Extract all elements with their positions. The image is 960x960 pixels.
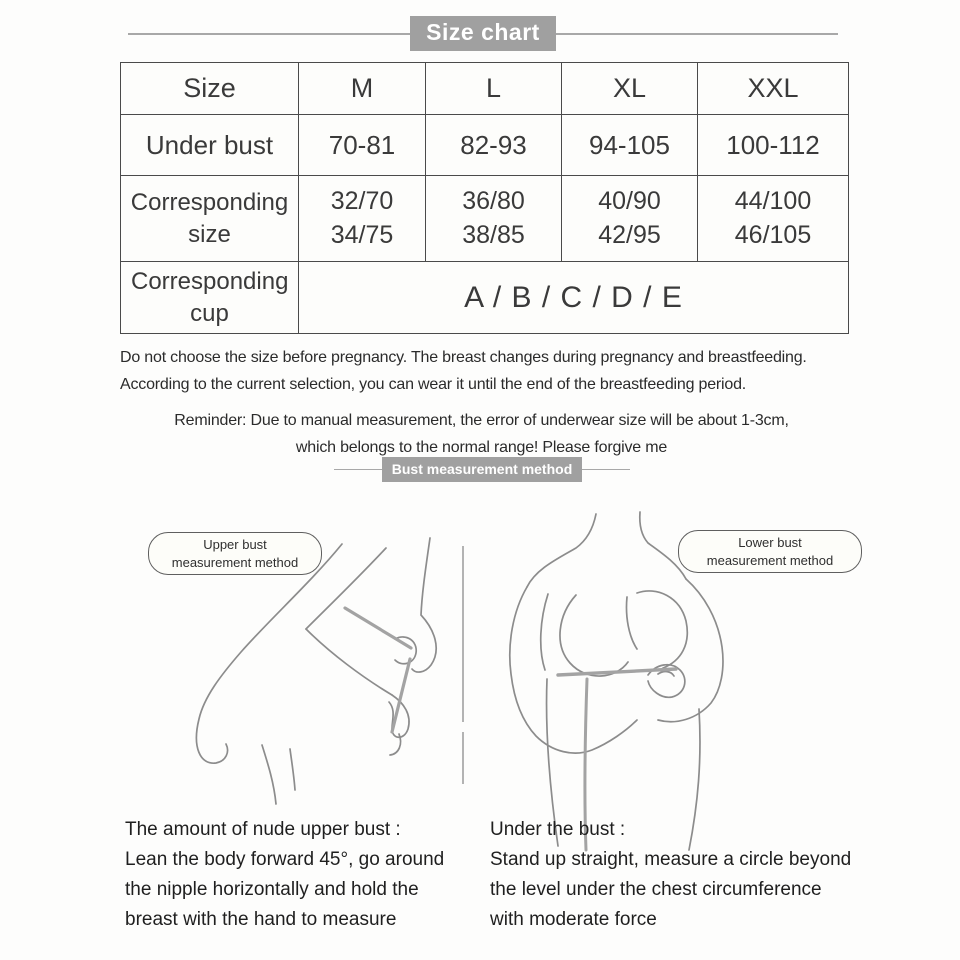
figure-cleavage-line [626,597,637,649]
size-notes [120,344,843,461]
figure-right-arm-line [658,579,723,722]
instruction-line: The amount of nude upper bust : [125,819,401,840]
size-header-cell: Size [121,63,299,115]
instruction-line: the level under the chest circumference [490,879,822,900]
size-value-line: 42/95 [598,220,661,249]
corresponding-size-label-cell: Corresponding size [121,176,299,262]
instruction-line: breast with the hand to measure [125,909,397,930]
bust-measurement-title-row [334,457,630,482]
figure-thumb-line [658,672,674,676]
tape-segment-lower [392,659,410,732]
corresponding-cup-row [121,262,849,334]
lower-bust-label-bubble [678,530,862,573]
size-value-line: 44/100 [734,186,812,215]
corresponding-cup-label-cell: Corresponding cup [121,262,299,334]
instruction-line: Under the bust : [490,819,626,840]
figure-body-lines [196,538,436,804]
corresponding-size-xl-cell [562,176,698,262]
note-line: Do not choose the size before pregnancy. The breast changes during pregnancy and breastfeeding. [120,349,807,366]
under-bust-xl-cell: 94-105 [562,115,698,176]
instruction-line: with moderate force [490,909,657,930]
instruction-line: the nipple horizontally and hold the [125,879,419,900]
under-bust-row [121,115,849,176]
title-rule-right [556,33,838,35]
bubble-line: measurement method [171,554,299,570]
size-value-line: 46/105 [734,220,812,249]
figure-divider-line [462,732,464,784]
reminder-line: Reminder: Due to manual measurement, the error of underwear size will be about 1-3cm, [174,412,789,429]
bubble-line: Lower bust [738,534,802,550]
instruction-line: Stand up straight, measure a circle beyond [490,849,852,870]
figure-hip-line [290,749,295,790]
under-bust-l-cell: 82-93 [426,115,562,176]
size-xxl-header-cell: XXL [698,63,849,115]
figure-back-line [196,544,342,763]
corresponding-size-xxl-cell [698,176,849,262]
under-bust-m-cell: 70-81 [299,115,426,176]
figure-forearm-line [306,629,392,695]
figure-right-breast-line [637,591,687,668]
size-value-line: 32/70 [330,186,394,215]
figure-leg-line [262,745,276,804]
corresponding-size-row [121,176,849,262]
figure-neck-left-line [527,514,596,587]
note-line: According to the current selection, you can wear it until the end of the breastfeeding period. [120,376,747,393]
table-header-row [121,63,849,115]
title-rule-left [128,33,410,35]
corresponding-cup-value-cell: A / B / C / D / E [299,262,849,334]
corresponding-size-m-cell [299,176,426,262]
figure-left-arm-line [510,587,637,753]
under-bust-label-cell: Under bust [121,115,299,176]
bubble-line: measurement method [706,552,834,568]
tape-segment-upper [345,608,411,648]
size-m-header-cell: M [299,63,426,115]
size-table [120,62,849,334]
under-bust-xxl-cell: 100-112 [698,115,849,176]
upper-bust-label-bubble [148,532,322,575]
figure-left-inner-line [541,594,548,670]
page-title: Size chart [410,16,556,51]
size-l-header-cell: L [426,63,562,115]
instruction-line: Lean the body forward 45°, go around [125,849,445,870]
size-value-line: 34/75 [330,220,394,249]
figure-divider-line [462,546,464,722]
reminder-line: which belongs to the normal range! Please forgive me [295,439,668,456]
size-value-line: 36/80 [462,186,525,215]
corresponding-size-l-cell [426,176,562,262]
lower-bust-instructions [490,815,920,935]
size-value-line: 40/90 [598,186,661,215]
subtitle-rule-right [582,469,630,471]
size-value-line: 38/85 [462,220,525,249]
upper-bust-instructions [125,815,490,935]
size-xl-header-cell: XL [562,63,698,115]
bubble-line: Upper bust [203,536,267,552]
reminder-text [120,407,843,461]
size-chart-title-row [128,16,838,51]
section-title: Bust measurement method [382,457,582,482]
figure-left-breast-line [560,595,628,676]
subtitle-rule-left [334,469,382,471]
